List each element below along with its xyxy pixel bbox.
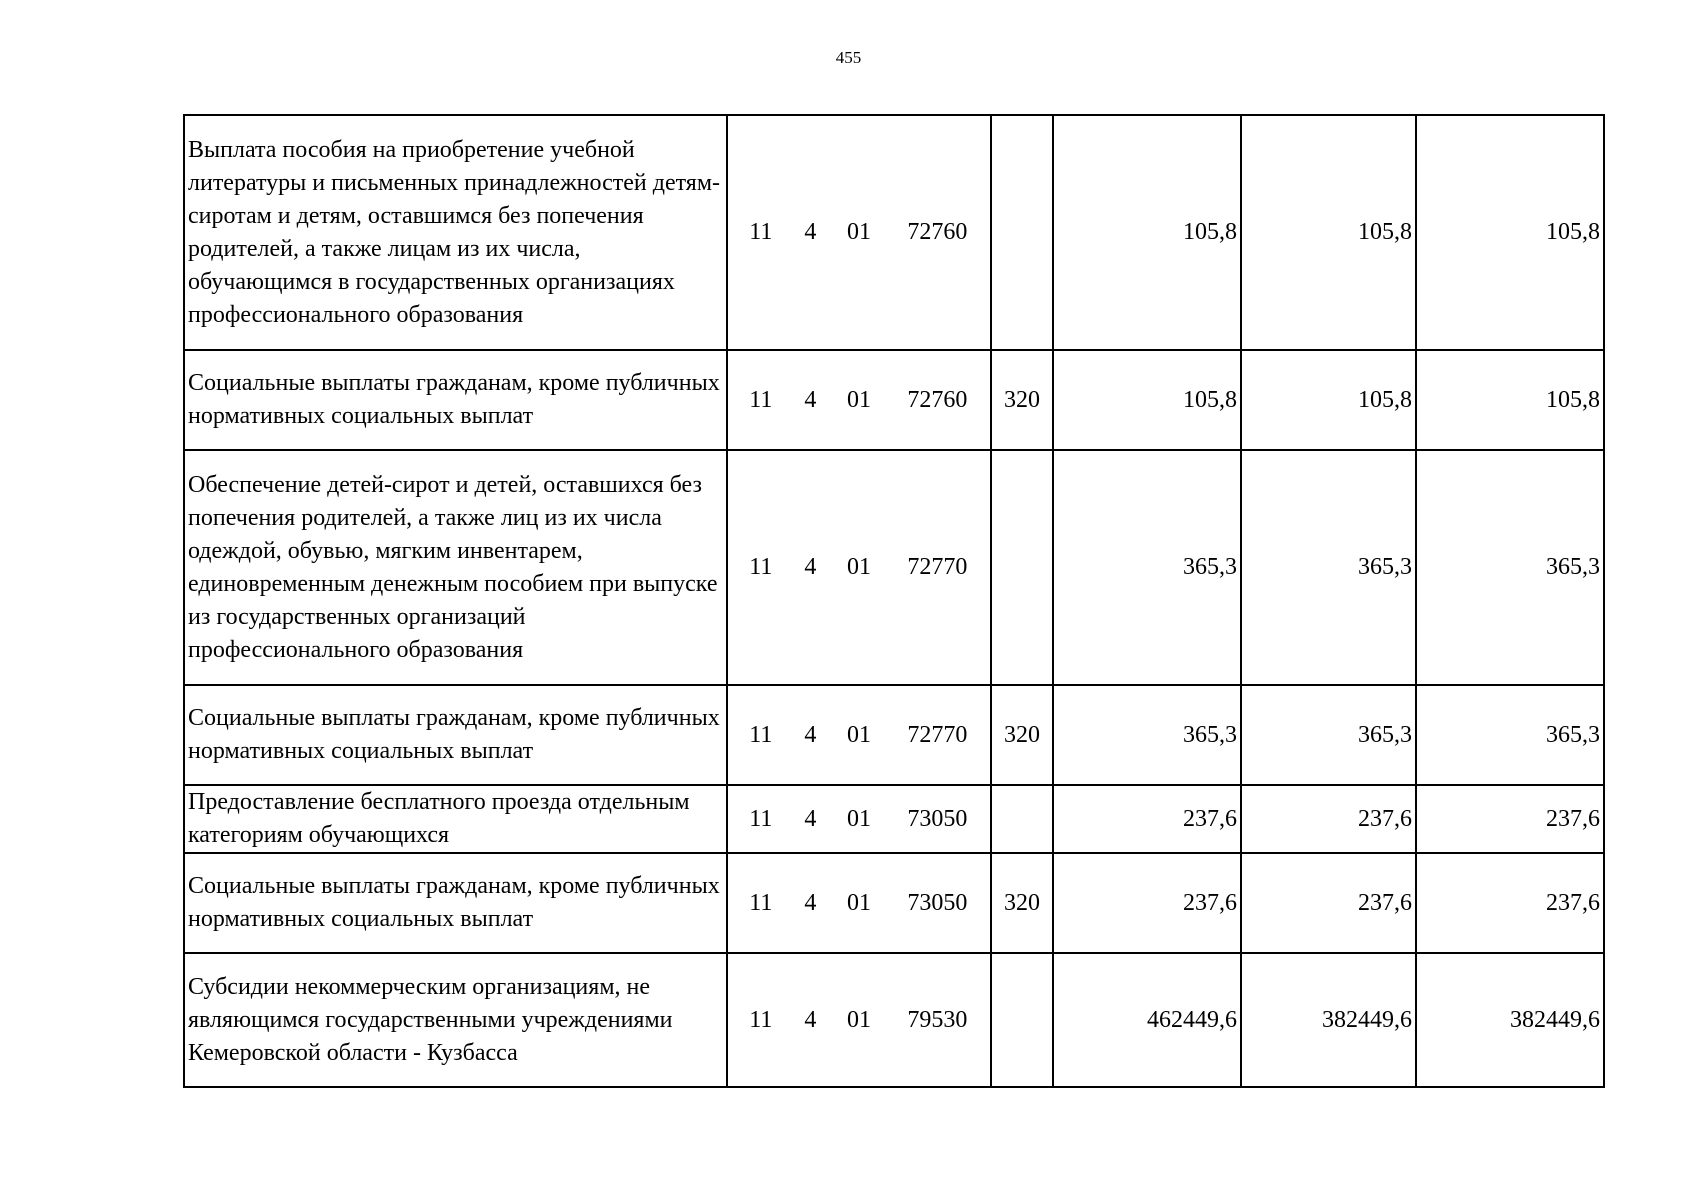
row-target-code [727,115,991,350]
table-row [184,953,1604,1087]
row-expense-type [991,115,1053,350]
row-amount-year-2: 105,8 [1241,350,1416,450]
code-direction: 72770 [907,554,968,580]
code-program: 4 [804,805,817,832]
code-group: 11 [749,386,773,413]
row-amount-year-1: 105,8 [1053,115,1241,350]
code-program: 4 [804,889,817,916]
table-row [184,350,1604,450]
row-amount-year-1: 365,3 [1053,685,1241,785]
row-amount-year-2: 382449,6 [1241,953,1416,1087]
row-amount-year-2: 365,3 [1241,450,1416,685]
row-description: Социальные выплаты гражданам, кроме публичных нормативных социальных выплат [184,685,727,785]
code-program: 4 [804,219,817,245]
row-amount-year-2: 237,6 [1241,853,1416,953]
row-amount-year-3: 365,3 [1416,450,1604,685]
row-description: Обеспечение детей-сирот и детей, оставшихся без попечения родителей, а также лиц из их числа одеждой, обувью, мягким инвентарем, единовременным денежным пособием при выпуске из государственных организаций профессионального образования [184,450,727,685]
code-subprogram: 01 [846,554,871,580]
row-description: Выплата пособия на приобретение учебной литературы и письменных принадлежностей детям-сиротам и детям, оставшимся без попечения родителей, а также лицам из их числа, обучающимся в государственных организациях профессионального образования [184,115,727,350]
row-amount-year-2: 105,8 [1241,115,1416,350]
row-expense-type [991,953,1053,1087]
row-amount-year-2: 237,6 [1241,785,1416,853]
row-amount-year-1: 365,3 [1053,450,1241,685]
code-group: 11 [749,1006,773,1033]
row-amount-year-3: 105,8 [1416,115,1604,350]
row-expense-type: 320 [991,685,1053,785]
row-description: Субсидии некоммерческим организациям, не являющимся государственными учреждениями Кемеровской области - Кузбасса [184,953,727,1087]
budget-table [183,114,1605,1088]
row-target-code [727,350,991,450]
row-description: Предоставление бесплатного проезда отдельным категориям обучающихся [184,785,727,853]
row-amount-year-3: 365,3 [1416,685,1604,785]
row-target-code [727,785,991,853]
code-subprogram: 01 [846,386,871,413]
table-row [184,785,1604,853]
row-target-code [727,953,991,1087]
row-amount-year-3: 382449,6 [1416,953,1604,1087]
code-direction: 72760 [907,219,968,245]
row-amount-year-1: 462449,6 [1053,953,1241,1087]
row-amount-year-3: 105,8 [1416,350,1604,450]
code-program: 4 [804,1006,817,1033]
code-subprogram: 01 [846,219,871,245]
row-amount-year-3: 237,6 [1416,853,1604,953]
code-group: 11 [749,219,773,245]
code-subprogram: 01 [846,889,871,916]
row-expense-type [991,785,1053,853]
row-description: Социальные выплаты гражданам, кроме публичных нормативных социальных выплат [184,350,727,450]
code-program: 4 [804,386,817,413]
code-program: 4 [804,721,817,748]
row-description: Социальные выплаты гражданам, кроме публичных нормативных социальных выплат [184,853,727,953]
row-target-code [727,450,991,685]
row-amount-year-2: 365,3 [1241,685,1416,785]
row-amount-year-1: 237,6 [1053,785,1241,853]
code-group: 11 [749,889,773,916]
row-amount-year-1: 105,8 [1053,350,1241,450]
code-direction: 73050 [907,889,968,916]
page-number: 455 [835,48,862,67]
row-target-code [727,853,991,953]
code-direction: 72760 [907,386,968,413]
code-subprogram: 01 [846,721,871,748]
code-program: 4 [804,554,817,580]
table-row [184,450,1604,685]
table-row [184,115,1604,350]
code-direction: 72770 [907,721,968,748]
code-direction: 79530 [907,1006,968,1033]
code-subprogram: 01 [846,805,871,832]
table-row [184,685,1604,785]
code-group: 11 [749,721,773,748]
row-target-code [727,685,991,785]
table-body [184,115,1604,1087]
code-subprogram: 01 [846,1006,871,1033]
row-amount-year-1: 237,6 [1053,853,1241,953]
row-expense-type [991,450,1053,685]
code-group: 11 [749,554,773,580]
row-expense-type: 320 [991,350,1053,450]
code-direction: 73050 [907,805,968,832]
code-group: 11 [749,805,773,832]
row-expense-type: 320 [991,853,1053,953]
table-row [184,853,1604,953]
row-amount-year-3: 237,6 [1416,785,1604,853]
